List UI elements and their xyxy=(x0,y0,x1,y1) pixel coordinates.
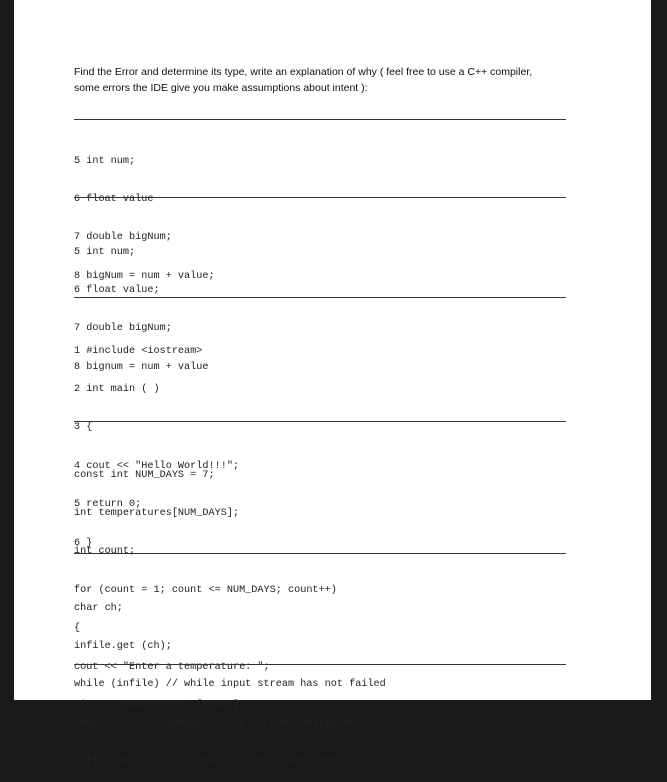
code-line: 7 double bigNum; xyxy=(74,323,172,335)
code-block-5 xyxy=(74,577,386,782)
code-line: infile.get (ch); xyxy=(74,640,172,652)
code-line: for (count = 1; count <= NUM_DAYS; count++) xyxy=(74,584,337,596)
divider-5 xyxy=(74,553,566,554)
instructions xyxy=(74,64,574,96)
code-line: 6 } xyxy=(74,537,93,549)
divider-1 xyxy=(74,119,566,120)
instructions-line-1: Find the Error and determine its type, write an explanation of why ( feel free to use a C++ compiler, xyxy=(74,66,533,78)
code-line: cout << "Enter a temperature: "; xyxy=(74,661,270,673)
code-line: 7 double bigNum; xyxy=(74,232,172,244)
code-line: 5 return 0; xyxy=(74,499,142,511)
code-line: 1 #include <iostream> xyxy=(74,345,203,357)
code-line: int temperatures[NUM_DAYS]; xyxy=(74,507,240,519)
code-line: int count; xyxy=(74,546,136,558)
code-line: cin >> temperatures [count]; xyxy=(74,699,246,711)
divider-4 xyxy=(74,421,566,422)
code-line: 5 int num; xyxy=(74,246,136,258)
code-line: } xyxy=(74,738,81,750)
code-line: while (infile) // while input stream has not failed xyxy=(74,679,386,691)
code-line: const int NUM_DAYS = 7; xyxy=(74,469,215,481)
code-line: 2 int main ( ) xyxy=(74,383,160,395)
divider-2 xyxy=(74,197,566,198)
code-line: 6 float value; xyxy=(74,284,160,296)
code-line: char ch; xyxy=(74,602,123,614)
code-line: 4 cout << "Hello World!!!"; xyxy=(74,460,240,472)
code-line: 3 { xyxy=(74,422,93,434)
code-line: cout << ch; // echoprint the current character xyxy=(74,717,356,729)
code-line: 5 int num; xyxy=(74,155,136,167)
instructions-line-2: some errors the IDE give you make assumptions about intent ): xyxy=(74,82,368,94)
code-line: { xyxy=(74,623,81,635)
code-line: 8 bignum = num + value xyxy=(74,361,209,373)
code-line: 8 bigNum = num + value; xyxy=(74,270,215,282)
divider-3 xyxy=(74,297,566,298)
divider-6 xyxy=(74,664,566,665)
code-line: infile.get (ch); // read the next character xyxy=(74,756,337,768)
code-line: 6 float value xyxy=(74,193,154,205)
